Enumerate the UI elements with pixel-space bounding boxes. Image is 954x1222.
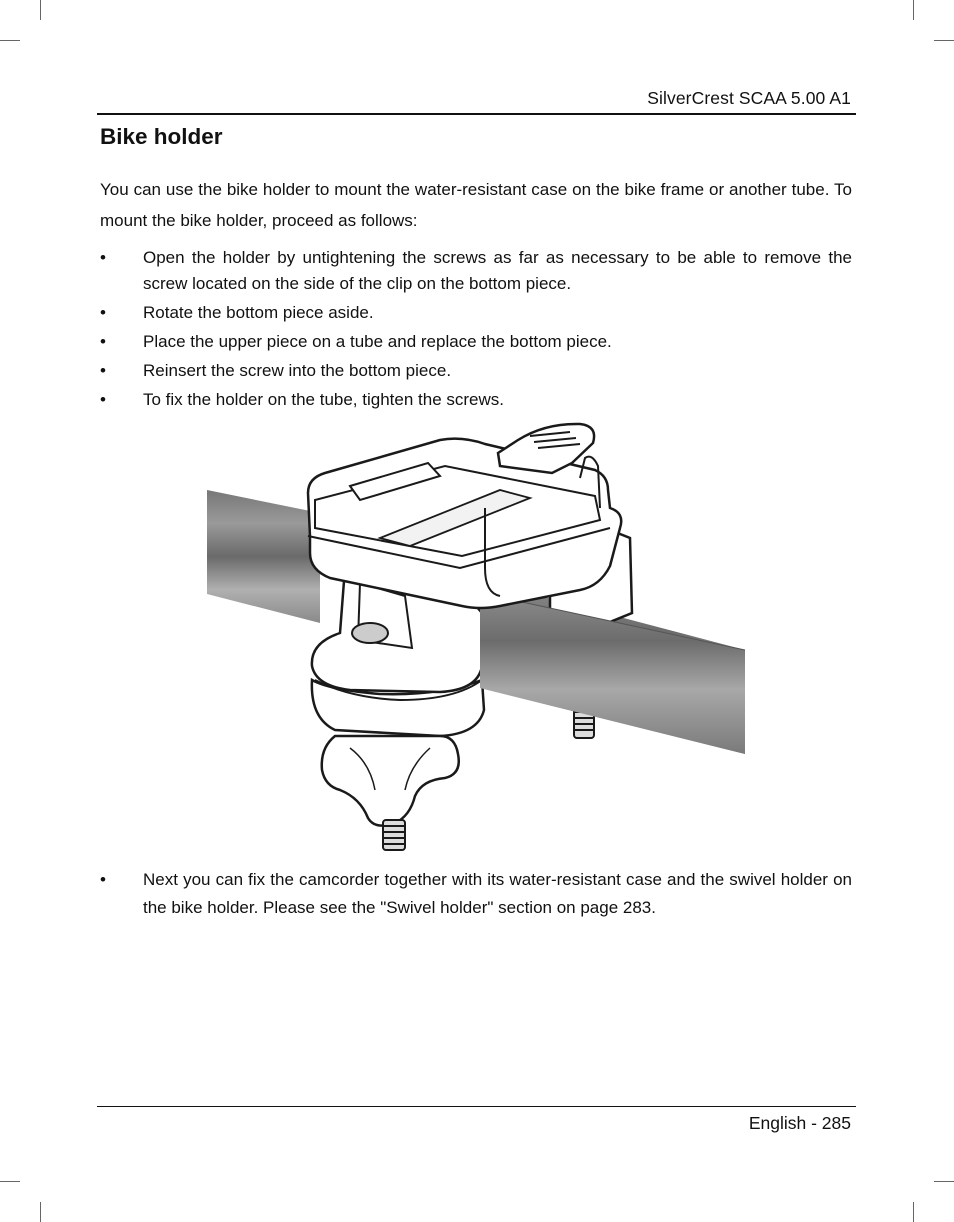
- step-text: Next you can fix the camcorder together with its water-resistant case and the swivel holder on the bike holder. Please see the "Swivel holder" section on page 283.: [143, 870, 852, 917]
- bullet: •: [100, 390, 106, 409]
- list-item: [100, 329, 852, 355]
- crop-mark: [913, 1202, 914, 1222]
- bullet: •: [100, 303, 106, 322]
- step-text: Place the upper piece on a tube and replace the bottom piece.: [143, 332, 612, 351]
- bullet: •: [100, 332, 106, 351]
- bullet: •: [100, 248, 106, 267]
- list-item: [100, 387, 852, 413]
- page-footer: English - 285: [748, 1113, 851, 1133]
- crop-mark: [40, 0, 41, 20]
- tube-left-icon: [207, 490, 320, 623]
- step-text: Open the holder by untightening the screws as far as necessary to be able to remove the screw located on the side of the clip on the bottom piece.: [143, 248, 852, 293]
- screw-bottom-icon: [383, 820, 405, 850]
- section-title: Bike holder: [100, 124, 223, 149]
- footer-rule: [97, 1106, 856, 1107]
- list-item: [100, 358, 852, 384]
- bike-holder-illustration: [200, 418, 755, 856]
- running-header: SilverCrest SCAA 5.00 A1: [647, 88, 851, 108]
- list-item: [100, 300, 852, 326]
- list-item: [100, 866, 852, 922]
- step-text: Rotate the bottom piece aside.: [143, 303, 374, 322]
- step-text: To fix the holder on the tube, tighten the screws.: [143, 390, 504, 409]
- crop-mark: [0, 1181, 20, 1182]
- list-item: [100, 245, 852, 297]
- final-step-list: [100, 866, 852, 922]
- intro-paragraph: You can use the bike holder to mount the water-resistant case on the bike frame or another tube. To mount the bike holder, proceed as follows:: [100, 180, 852, 230]
- crop-mark: [0, 40, 20, 41]
- crop-mark: [934, 40, 954, 41]
- crop-mark: [913, 0, 914, 20]
- bullet: •: [100, 870, 106, 889]
- step-text: Reinsert the screw into the bottom piece.: [143, 361, 452, 380]
- bullet: •: [100, 361, 106, 380]
- knob-icon: [322, 736, 459, 826]
- steps-list: [100, 245, 852, 416]
- crop-mark: [40, 1202, 41, 1222]
- header-rule: [97, 113, 856, 115]
- crop-mark: [934, 1181, 954, 1182]
